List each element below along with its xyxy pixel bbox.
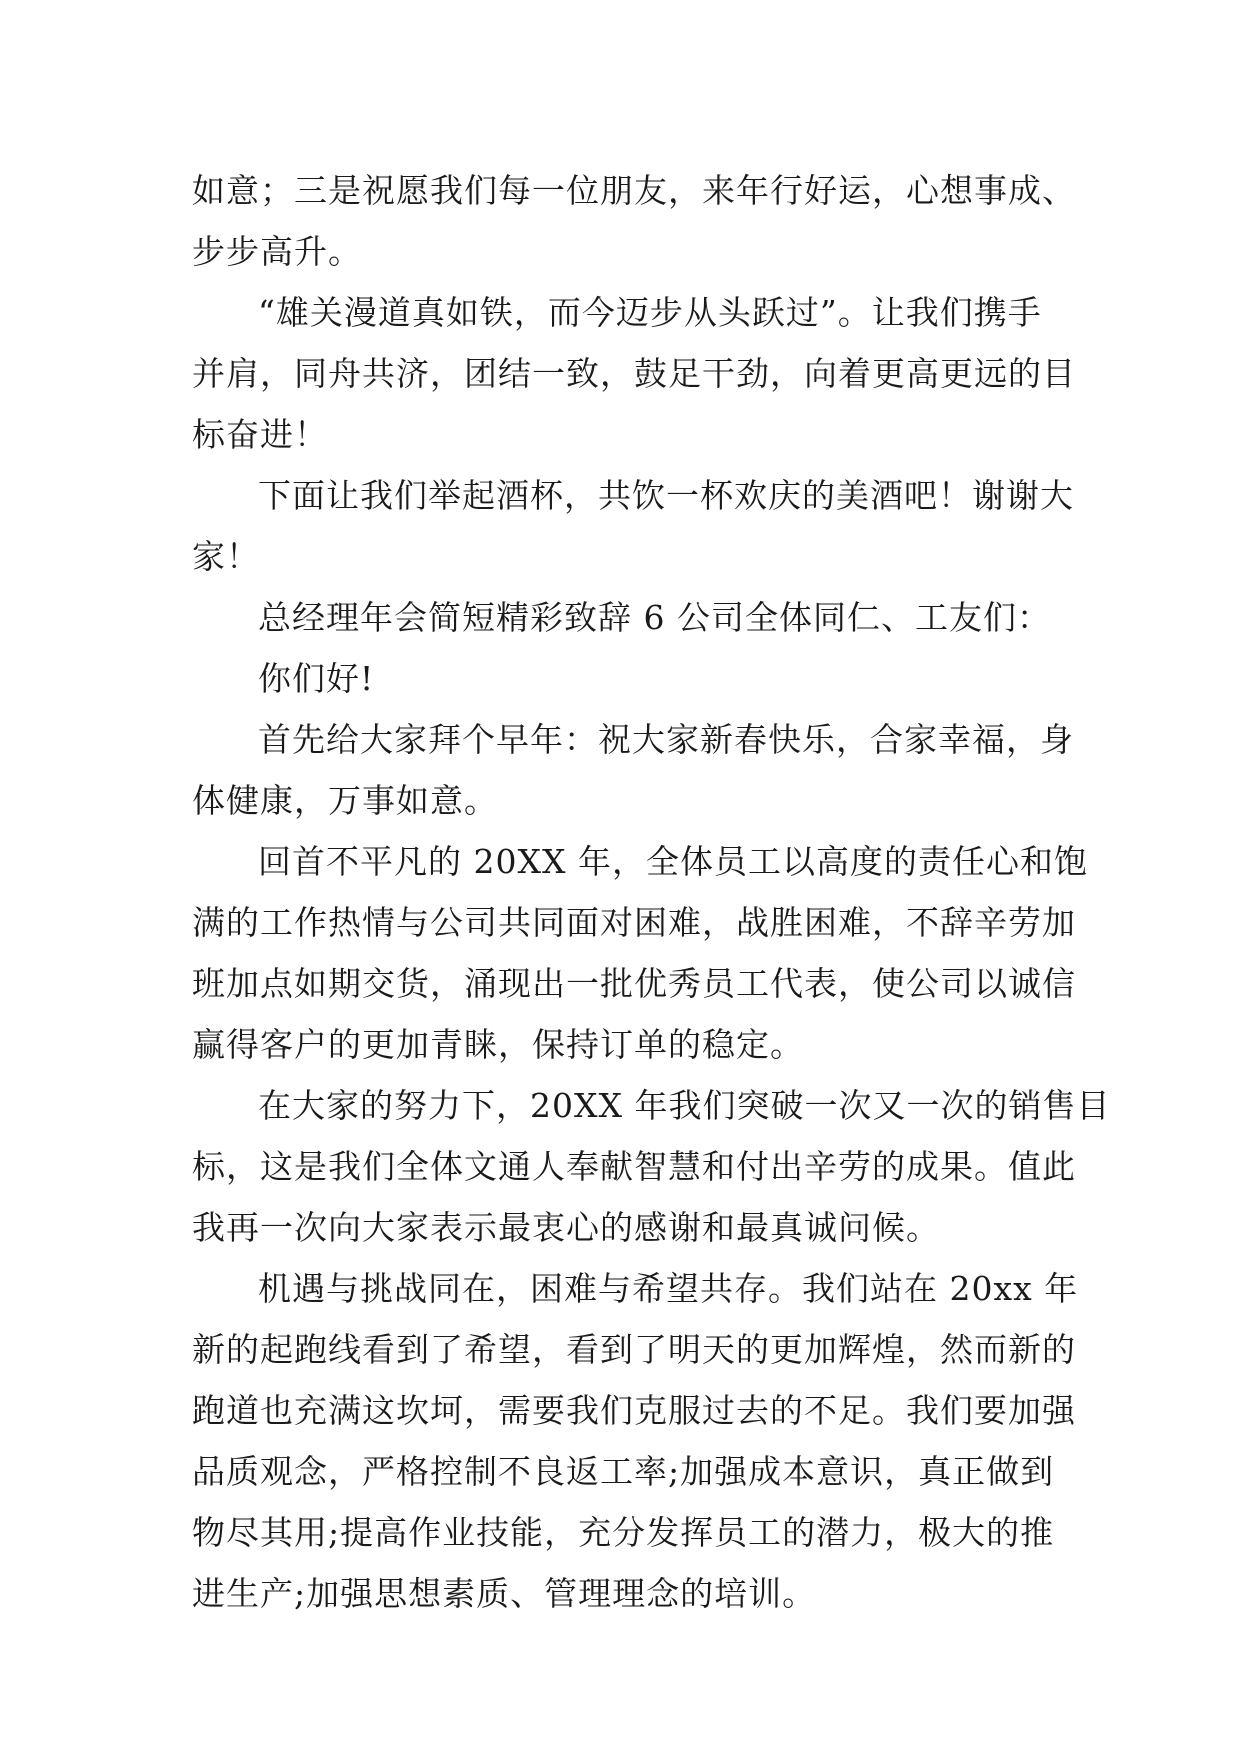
text-line: “雄关漫道真如铁，而今迈步从头跃过”。让我们携手 xyxy=(258,293,1042,332)
text-line: 班加点如期交货，涌现出一批优秀员工代表，使公司以诚信 xyxy=(192,964,1076,1003)
text-line: 标奋进！ xyxy=(192,415,328,454)
text-line: 首先给大家拜个早年：祝大家新春快乐，合家幸福，身 xyxy=(258,720,1074,759)
text-line: 我再一次向大家表示最衷心的感谢和最真诚问候。 xyxy=(192,1208,940,1247)
text-line: 总经理年会简短精彩致辞 6 公司全体同仁、工友们： xyxy=(258,598,1051,637)
text-line: 进生产;加强思想素质、管理理念的培训。 xyxy=(192,1574,817,1613)
text-line: 新的起跑线看到了希望，看到了明天的更加辉煌，然而新的 xyxy=(192,1330,1076,1369)
text-line: 标，这是我们全体文通人奉献智慧和付出辛劳的成果。值此 xyxy=(192,1147,1076,1186)
text-line: 体健康，万事如意。 xyxy=(192,781,498,820)
document-body xyxy=(192,160,1111,1624)
text-line: 家！ xyxy=(192,537,260,576)
text-line: 步步高升。 xyxy=(192,232,362,271)
text-line: 在大家的努力下，20XX 年我们突破一次又一次的销售目 xyxy=(258,1086,1111,1125)
text-line: 下面让我们举起酒杯，共饮一杯欢庆的美酒吧！谢谢大 xyxy=(258,476,1074,515)
text-line: 品质观念，严格控制不良返工率;加强成本意识，真正做到 xyxy=(192,1452,1055,1491)
text-line: 并肩，同舟共济，团结一致，鼓足干劲，向着更高更远的目 xyxy=(192,354,1076,393)
text-line: 机遇与挑战同在，困难与希望共存。我们站在 20xx 年 xyxy=(258,1269,1079,1308)
text-line: 满的工作热情与公司共同面对困难，战胜困难，不辞辛劳加 xyxy=(192,903,1076,942)
text-line: 如意；三是祝愿我们每一位朋友，来年行好运，心想事成、 xyxy=(192,171,1076,210)
text-line: 赢得客户的更加青睐，保持订单的稳定。 xyxy=(192,1025,804,1064)
text-line: 跑道也充满这坎坷，需要我们克服过去的不足。我们要加强 xyxy=(192,1391,1076,1430)
text-line: 物尽其用;提高作业技能，充分发挥员工的潜力，极大的推 xyxy=(192,1513,1055,1552)
text-line: 你们好! xyxy=(258,659,375,698)
text-line: 回首不平凡的 20XX 年，全体员工以高度的责任心和饱 xyxy=(258,842,1088,881)
